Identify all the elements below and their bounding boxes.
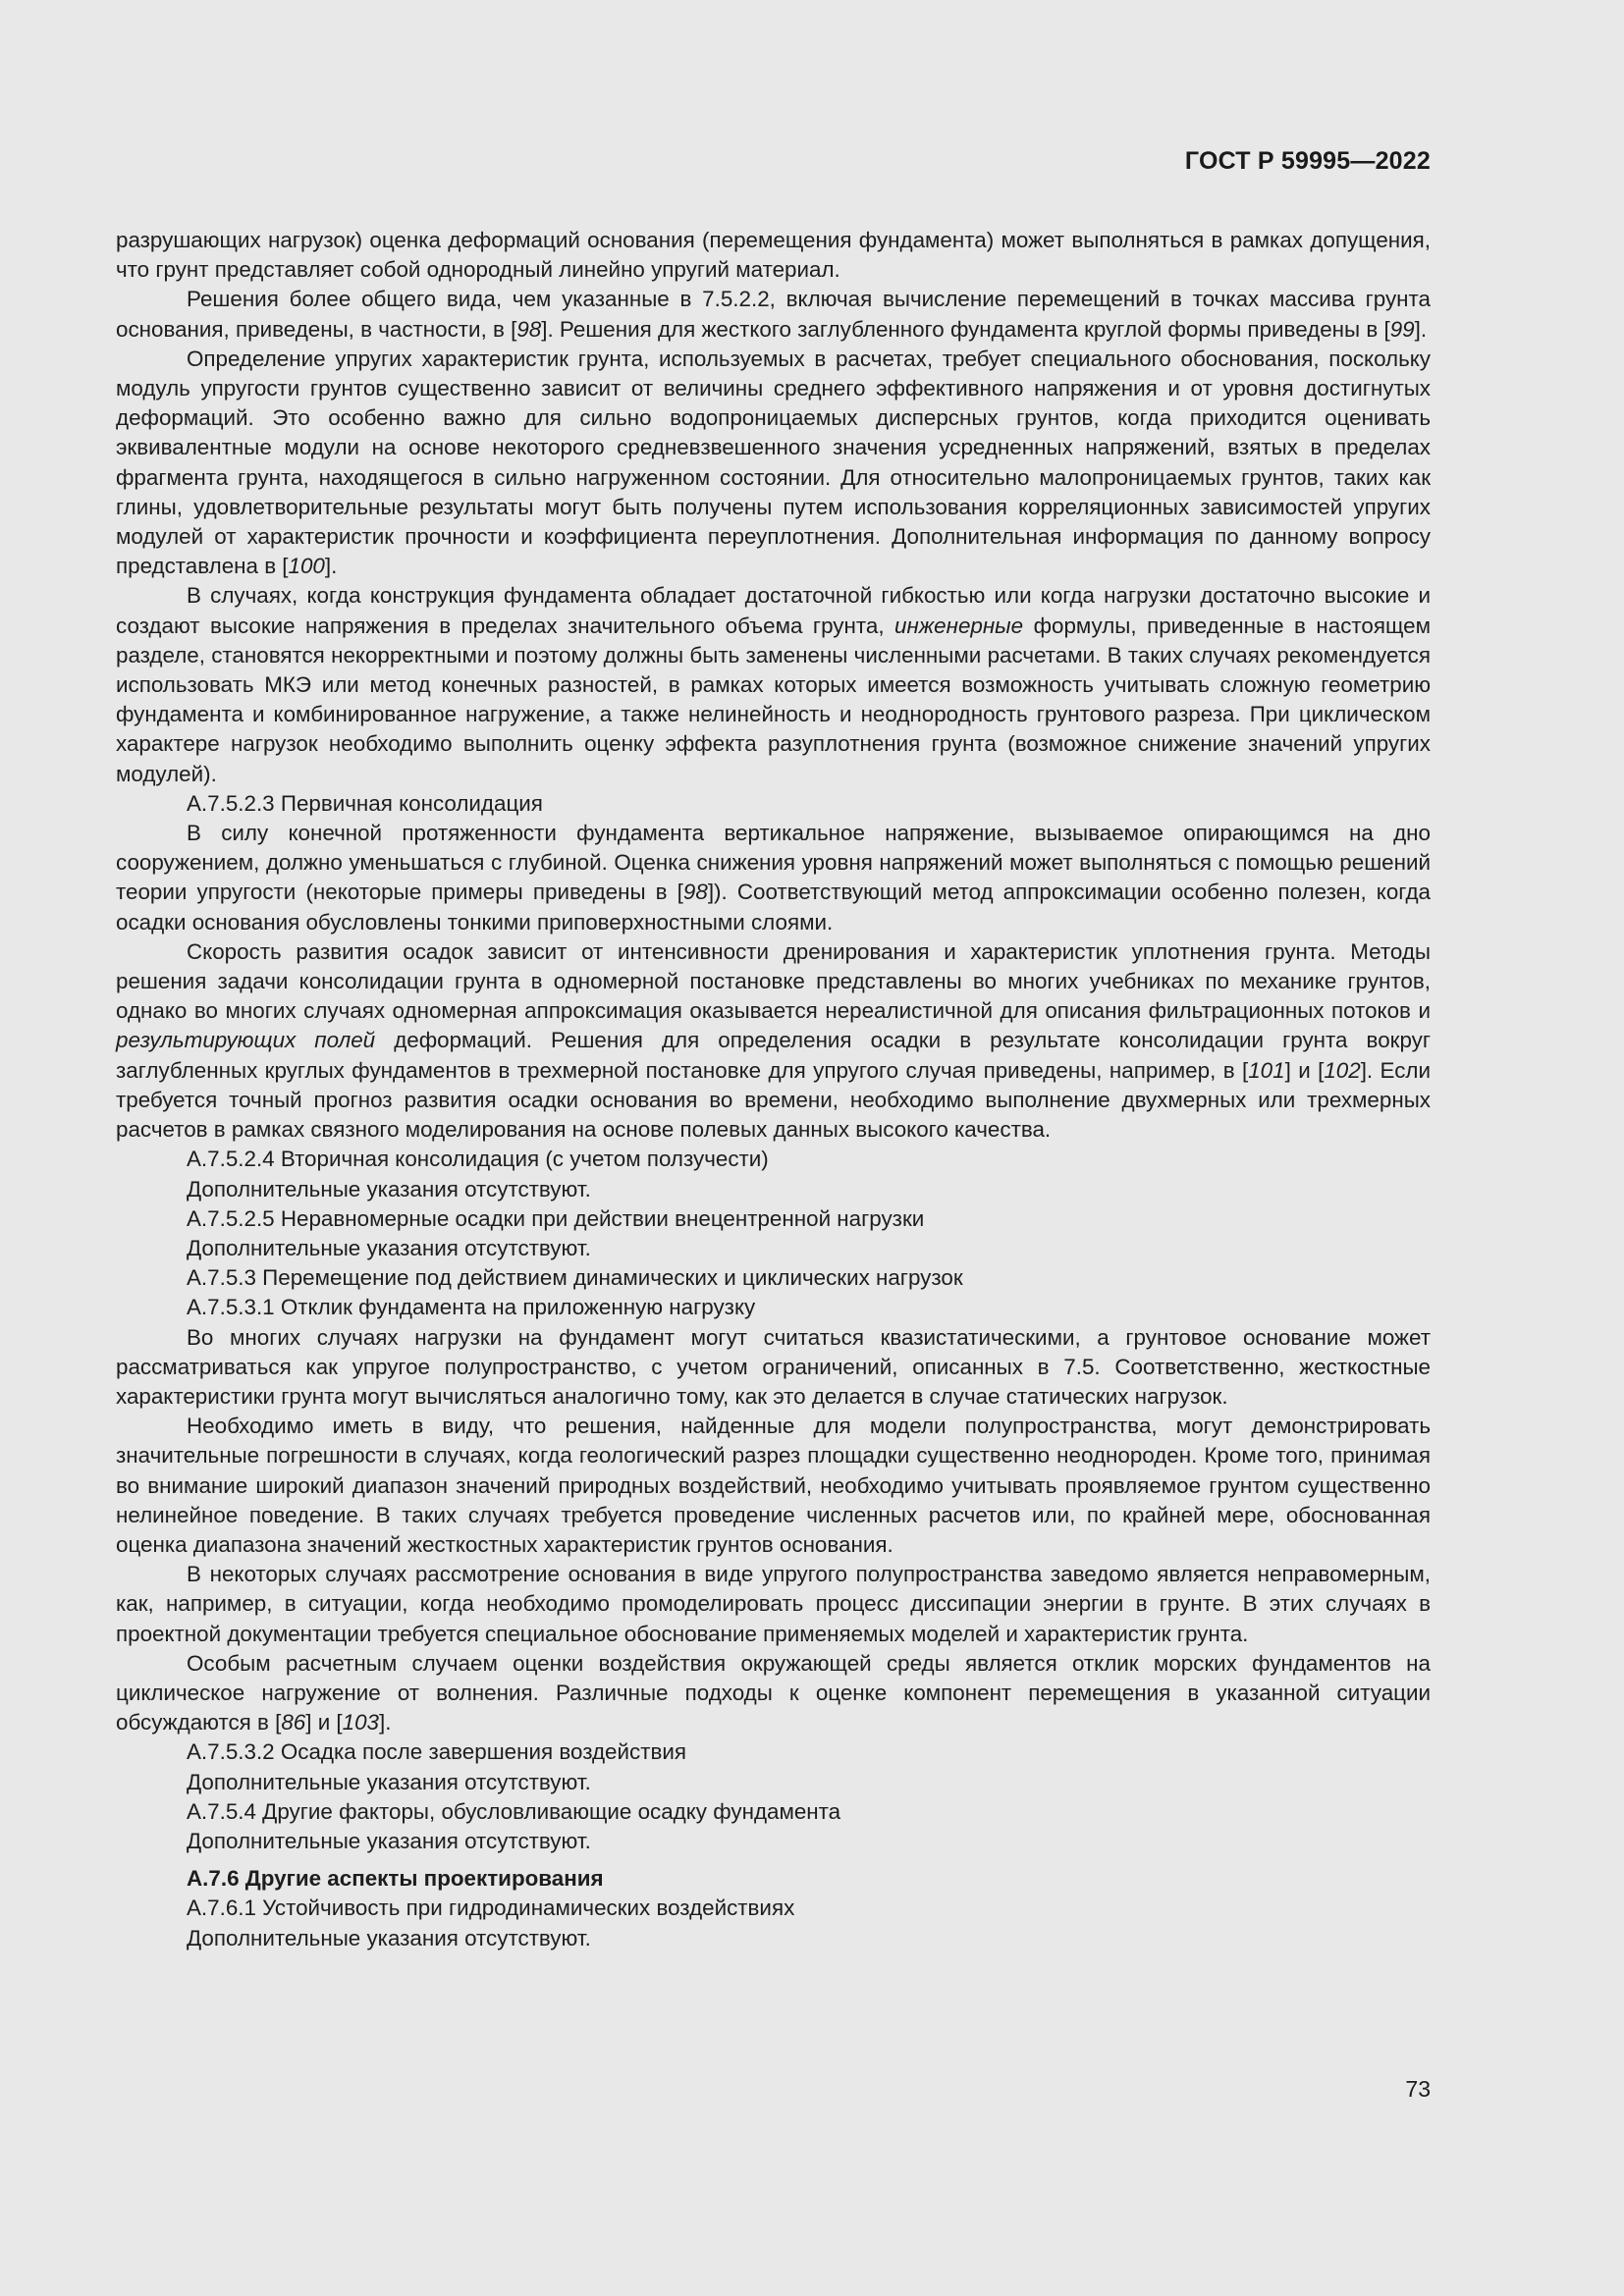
- section-heading-a75224: А.7.5.2.4 Вторичная консолидация (с учетом ползучести): [187, 1147, 769, 1172]
- section-heading-a761: А.7.6.1 Устойчивость при гидродинамических воздействиях: [187, 1896, 795, 1921]
- page-number: 73: [1405, 2076, 1431, 2102]
- paragraph: разрушающих нагрузок) оценка деформаций основания (перемещения фундамента) может выполняться в рамках допущения, что грунт представляет собой однородный линейно упругий материал.: [116, 228, 1431, 283]
- document-body: [116, 226, 1431, 1953]
- reference-number: 101: [1248, 1057, 1285, 1083]
- no-guidance-note: Дополнительные указания отсутствуют.: [187, 1925, 591, 1950]
- reference-number: 86: [281, 1710, 306, 1735]
- reference-number: 98: [682, 880, 708, 905]
- paragraph: Скорость развития осадок зависит от интенсивности дренирования и характеристик уплотнения грунта. Методы решения задачи консолидации грунта в одномерной постановке представлены во многих учебниках по механике грунтов, однако во многих случаях одномерная аппроксимация оказывается нереалистичной для описания фильтрационных потоков и результирующих полей деформаций. Решения для определения осадки в результате консолидации грунта вокруг заглубленных круглых фундаментов в трехмерной постановке для упругого случая приведены, например, в [101] и [102]. Если требуется точный прогноз развития осадки основания во времени, необходимо выполнение двухмерных или трехмерных расчетов в рамках связного моделирования на основе полевых данных высокого качества.: [116, 938, 1432, 1143]
- no-guidance-note: Дополнительные указания отсутствуют.: [187, 1769, 591, 1794]
- section-heading-a7531: А.7.5.3.1 Отклик фундамента на приложенную нагрузку: [187, 1295, 756, 1320]
- section-heading-a753: А.7.5.3 Перемещение под действием динамических и циклических нагрузок: [187, 1265, 963, 1291]
- section-heading-a76: А.7.6 Другие аспекты проектирования: [187, 1866, 604, 1892]
- section-heading-a7532: А.7.5.3.2 Осадка после завершения воздействия: [187, 1739, 686, 1765]
- document-id-header: ГОСТ Р 59995—2022: [1184, 147, 1431, 175]
- section-heading-a75223: А.7.5.2.3 Первичная консолидация: [187, 790, 543, 816]
- emphasis: результирующих полей: [116, 1028, 376, 1053]
- reference-number: 100: [288, 554, 325, 579]
- reference-number: 99: [1389, 316, 1415, 342]
- section-heading-a754: А.7.5.4 Другие факторы, обусловливающие осадку фундамента: [187, 1798, 841, 1824]
- paragraph: В силу конечной протяженности фундамента вертикальное напряжение, вызываемое опирающимся на дно сооружением, должно уменьшаться с глубиной. Оценка снижения уровня напряжений может выполняться с помощью решений теории упругости (некоторые примеры приведены в [98]). Соответствующий метод аппроксимации особенно полезен, когда осадки основания обусловлены тонкими приповерхностными слоями.: [116, 821, 1431, 934]
- paragraph: Особым расчетным случаем оценки воздействия окружающей среды является отклик морских фундаментов на циклическое нагружение от волнения. Различные подходы к оценке компонент перемещения в указанной ситуации обсуждаются в [86] и [103].: [116, 1650, 1431, 1735]
- paragraph: Во многих случаях нагрузки на фундамент могут считаться квазистатическими, а грунтовое основание может рассматриваться как упругое полупространство, с учетом ограничений, описанных в 7.5. Соответственно, жесткостные характеристики грунта могут вычисляться аналогично тому, как это делается в случае статических нагрузок.: [116, 1324, 1431, 1409]
- reference-number: 102: [1324, 1057, 1361, 1083]
- reference-number: 98: [516, 316, 542, 342]
- emphasis: инженерные: [894, 613, 1024, 638]
- reference-number: 103: [342, 1710, 380, 1735]
- no-guidance-note: Дополнительные указания отсутствуют.: [187, 1176, 591, 1201]
- section-heading-a75225: А.7.5.2.5 Неравномерные осадки при действии внецентренной нагрузки: [187, 1205, 925, 1231]
- paragraph: В некоторых случаях рассмотрение основания в виде упругого полупространства заведомо является неправомерным, как, например, в ситуации, когда необходимо промоделировать процесс диссипации энергии в грунте. В этих случаях в проектной документации требуется специальное обоснование применяемых моделей и характеристик грунта.: [116, 1562, 1431, 1646]
- paragraph: Решения более общего вида, чем указанные в 7.5.2.2, включая вычисление перемещений в точках массива грунта основания, приведены, в частности, в [98]. Решения для жесткого заглубленного фундамента круглой формы приведены в [99].: [116, 287, 1431, 342]
- paragraph: В случаях, когда конструкция фундамента обладает достаточной гибкостью или когда нагрузки достаточно высокие и создают высокие напряжения в пределах значительного объема грунта, инженерные формулы, приведенные в настоящем разделе, становятся некорректными и поэтому должны быть заменены численными расчетами. В таких случаях рекомендуется использовать МКЭ или метод конечных разностей, в рамках которых имеется возможность учитывать сложную геометрию фундамента и комбинированное нагружение, а также нелинейность и неоднородность грунтового разреза. При циклическом характере нагрузок необходимо выполнить оценку эффекта разуплотнения грунта (возможное снижение значений упругих модулей).: [116, 583, 1431, 786]
- no-guidance-note: Дополнительные указания отсутствуют.: [187, 1828, 591, 1853]
- no-guidance-note: Дополнительные указания отсутствуют.: [187, 1235, 591, 1260]
- paragraph: Необходимо иметь в виду, что решения, найденные для модели полупространства, могут демонстрировать значительные погрешности в случаях, когда геологический разрез площадки существенно неоднороден. Кроме того, принимая во внимание широкий диапазон значений природных воздействий, необходимо учитывать проявляемое грунтом существенно нелинейное поведение. В таких случаях требуется проведение численных расчетов или, по крайней мере, обоснованная оценка диапазона значений жесткостных характеристик грунтов основания.: [116, 1414, 1431, 1557]
- paragraph: Определение упругих характеристик грунта, используемых в расчетах, требует специального обоснования, поскольку модуль упругости грунтов существенно зависит от величины среднего эффективного напряжения и от уровня достигнутых деформаций. Это особенно важно для сильно водопроницаемых дисперсных грунтов, когда приходится оценивать эквивалентные модули на основе некоторого средневзвешенного значения усредненных напряжений, взятых в пределах фрагмента грунта, находящегося в сильно нагруженном состоянии. Для относительно малопроницаемых грунтов, таких как глины, удовлетворительные результаты могут быть получены путем использования корреляционных зависимостей упругих модулей от характеристик прочности и коэффициента переуплотнения. Дополнительная информация по данному вопросу представлена в [100].: [116, 346, 1431, 579]
